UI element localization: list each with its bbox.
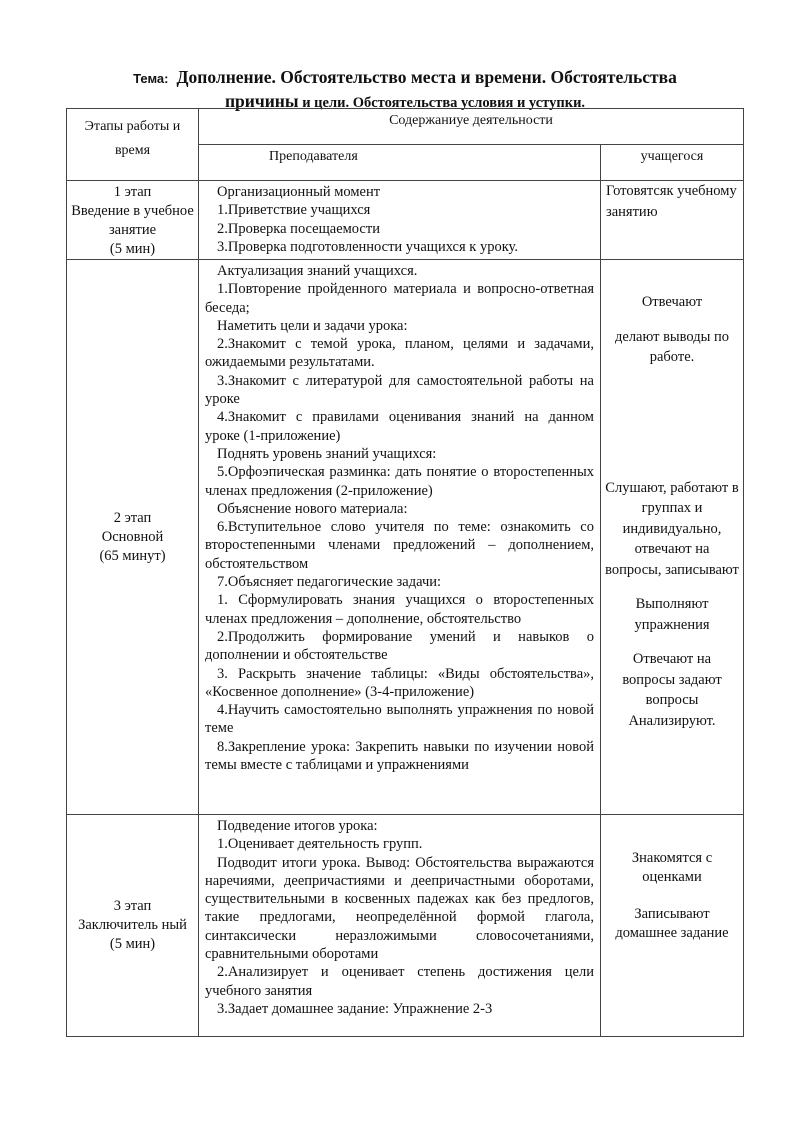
header-teacher-text: Преподавателя	[269, 149, 358, 164]
lesson-plan-table	[66, 108, 744, 1037]
header-content-text: Содержаниуе деятельности	[389, 113, 553, 128]
stage2-teacher-line: 3.Знакомит с литературой для самостоятельной работы на уроке	[205, 372, 594, 408]
stage1-time: (5 мин)	[109, 241, 156, 257]
stage2-teacher-line: 3. Раскрыть значение таблицы: «Виды обстоятельства», «Косвенное дополнение» (3-4-приложение)	[205, 665, 594, 700]
topic-line2-small: и цели. Обстоятельства условия и уступки.	[298, 95, 586, 111]
stage3-student	[601, 815, 744, 1037]
table-row	[67, 260, 744, 815]
stage3-teacher-line: 1.Оценивает деятельность групп.	[217, 836, 423, 853]
stage1-teacher-line: Организационный момент	[217, 184, 381, 200]
table-row	[67, 181, 744, 260]
topic-label: Тема:	[133, 71, 169, 86]
stage3-teacher-line: Подведение итогов урока:	[217, 818, 378, 834]
stage2-student-d: Выполняют упражнения	[634, 596, 710, 633]
stage1-teacher-line: 2.Проверка посещаемости	[217, 220, 380, 237]
topic-line1: Дополнение. Обстоятельство места и времени. Обстоятельства	[176, 67, 677, 87]
stage3-student-a: Знакомятся с оценками	[631, 850, 713, 885]
stage1-cell	[67, 181, 199, 260]
stage2-teacher-line: 7.Объясняет педагогические задачи:	[217, 574, 442, 591]
stage2-teacher-line: 4.Знакомит с правилами оценивания знаний на данном уроке (1-приложение)	[205, 409, 594, 444]
stage2-teacher-line: Актуализация знаний учащихся.	[217, 263, 418, 279]
stage1-student	[601, 181, 744, 260]
stage2-name: 2 этап	[113, 509, 152, 526]
stage2-teacher-line: 5.Орфоэпическая разминка: дать понятие о второстепенных членах предложения (2-приложение)	[205, 464, 594, 499]
stage2-teacher-line: 2.Продолжить формирование умений и навыков о дополнении и обстоятельстве	[205, 628, 594, 664]
stage3-teacher-line: Подводит итоги урока. Вывод: Обстоятельства выражаются наречиями, деепричастиями и деепричастными оборотами, существительными в косвенных падежах как без предлогов, такие предлогами, неопределённой формой глагола, синтаксически неразложимыми словосочетаниями, сравнительными оборотами	[205, 854, 594, 963]
stage2-teacher-line: 2.Знакомит с темой урока, планом, целями и задачами, ожидаемыми результатами.	[205, 336, 594, 371]
stage3-teacher	[199, 815, 601, 1037]
stage2-desc: Основной	[101, 528, 164, 545]
stage1-teacher-line: 1.Приветствие учащихся	[217, 202, 371, 219]
header-student	[601, 145, 744, 181]
stage3-cell	[67, 815, 199, 1037]
stage2-teacher-line: Объяснение нового материала:	[217, 500, 408, 517]
header-content	[199, 109, 744, 145]
topic-line2-big: причины	[224, 91, 299, 111]
stage1-name: 1 этап	[113, 184, 152, 200]
stage2-teacher-line: 1. Сформулировать знания учащихся о второстепенных членах предложения – дополнение, обстоятельство	[205, 592, 594, 627]
stage1-teacher-line: 3.Проверка подготовленности учащихся к уроку.	[217, 238, 518, 255]
table-row	[67, 815, 744, 1037]
header-teacher	[199, 145, 601, 181]
stage2-student-a: Отвечают	[641, 294, 703, 310]
stage2-teacher-line: 6.Вступительное слово учителя по теме: ознакомить со второстепенными членами предложений – дополнением, обстоятельством	[205, 519, 594, 572]
stage2-teacher-line: 1.Повторение пройденного материала и вопросно-ответная беседа;	[205, 281, 594, 316]
stage2-teacher-line: Поднять уровень знаний учащихся:	[217, 445, 437, 462]
stage1-desc: Введение в учебное занятие	[71, 203, 194, 238]
stage3-teacher-line: 2.Анализирует и оценивает степень достижения цели учебного занятия	[205, 964, 594, 999]
stage2-teacher	[199, 260, 601, 815]
stage3-time: (5 мин)	[109, 936, 156, 952]
stage1-student-text: Готовятсяк учебному занятию	[606, 183, 737, 220]
stage2-teacher-line: 8.Закрепление урока: Закрепить навыки по изучении новой темы вместе с таблицами и упражнениями	[205, 738, 594, 774]
stage3-desc: Заключитель ный	[78, 917, 187, 933]
stage2-student-e: Отвечают на вопросы задают вопросы Анализируют.	[622, 651, 722, 729]
stage2-student-b: делают выводы по работе.	[615, 328, 730, 365]
stage2-teacher-line: Наметить цели и задачи урока:	[217, 317, 408, 334]
stage2-time: (65 минут)	[99, 547, 166, 564]
document-title	[60, 66, 750, 114]
stage2-student	[601, 260, 744, 815]
header-stages-text: Этапы работы и время	[84, 119, 181, 158]
header-stages	[67, 109, 199, 181]
stage2-student-c: Слушают, работают в группах и индивидуально, отвечают на вопросы, записывают	[605, 479, 739, 578]
header-student-text: учащегося	[640, 149, 704, 164]
stage3-teacher-line: 3.Задает домашнее задание: Упражнение 2-3	[217, 1000, 493, 1017]
stage2-teacher-line: 4.Научить самостоятельно выполнять упражнения по новой теме	[205, 702, 594, 737]
stage3-name: 3 этап	[113, 898, 152, 914]
stage3-student-b: Записывают домашнее задание	[615, 906, 729, 941]
stage2-cell	[67, 260, 199, 815]
stage1-teacher	[199, 181, 601, 260]
